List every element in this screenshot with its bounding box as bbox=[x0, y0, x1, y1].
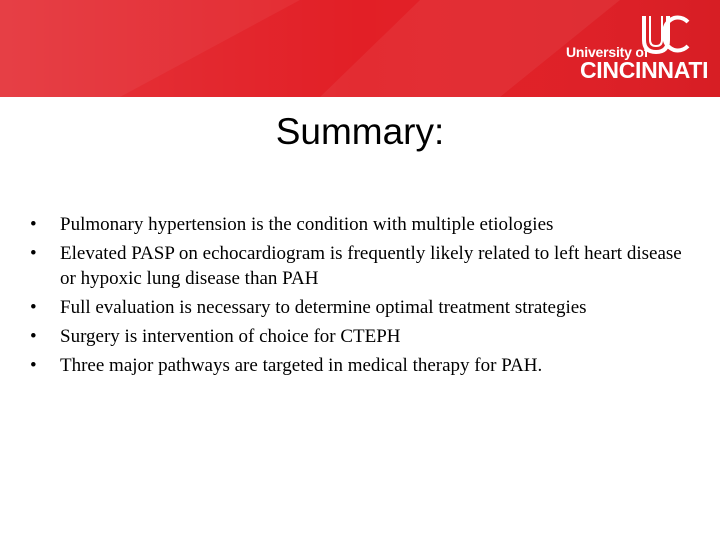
bullet-dot-icon: • bbox=[30, 355, 37, 376]
bullet-text: Pulmonary hypertension is the condition with multiple etiologies bbox=[60, 214, 554, 235]
bullet-dot-icon: • bbox=[30, 326, 37, 347]
bullet-text: Three major pathways are targeted in medical therapy for PAH. bbox=[60, 355, 543, 376]
bullet-item bbox=[30, 353, 700, 378]
bullet-item bbox=[30, 241, 700, 291]
logo-cincinnati-text: CINCINNATI bbox=[580, 57, 709, 83]
bullet-text: Surgery is intervention of choice for CTEPH bbox=[60, 326, 401, 347]
bullet-dot-icon: • bbox=[30, 243, 37, 264]
slide-title: Summary: bbox=[275, 111, 445, 152]
logo-university-of-text: University of bbox=[566, 44, 649, 60]
bullet-dot-icon: • bbox=[30, 297, 37, 318]
bullet-text: Elevated PASP on echocardiogram is frequently likely related to left heart disease or hypoxic lung disease than PAH bbox=[60, 243, 682, 289]
university-logo[interactable] bbox=[560, 10, 710, 90]
bullet-list bbox=[30, 212, 700, 382]
bullet-text: Full evaluation is necessary to determine optimal treatment strategies bbox=[60, 297, 587, 318]
bullet-item bbox=[30, 295, 700, 320]
bullet-item bbox=[30, 324, 700, 349]
bullet-item bbox=[30, 212, 700, 237]
bullet-dot-icon: • bbox=[30, 214, 37, 235]
header-band bbox=[0, 0, 720, 97]
